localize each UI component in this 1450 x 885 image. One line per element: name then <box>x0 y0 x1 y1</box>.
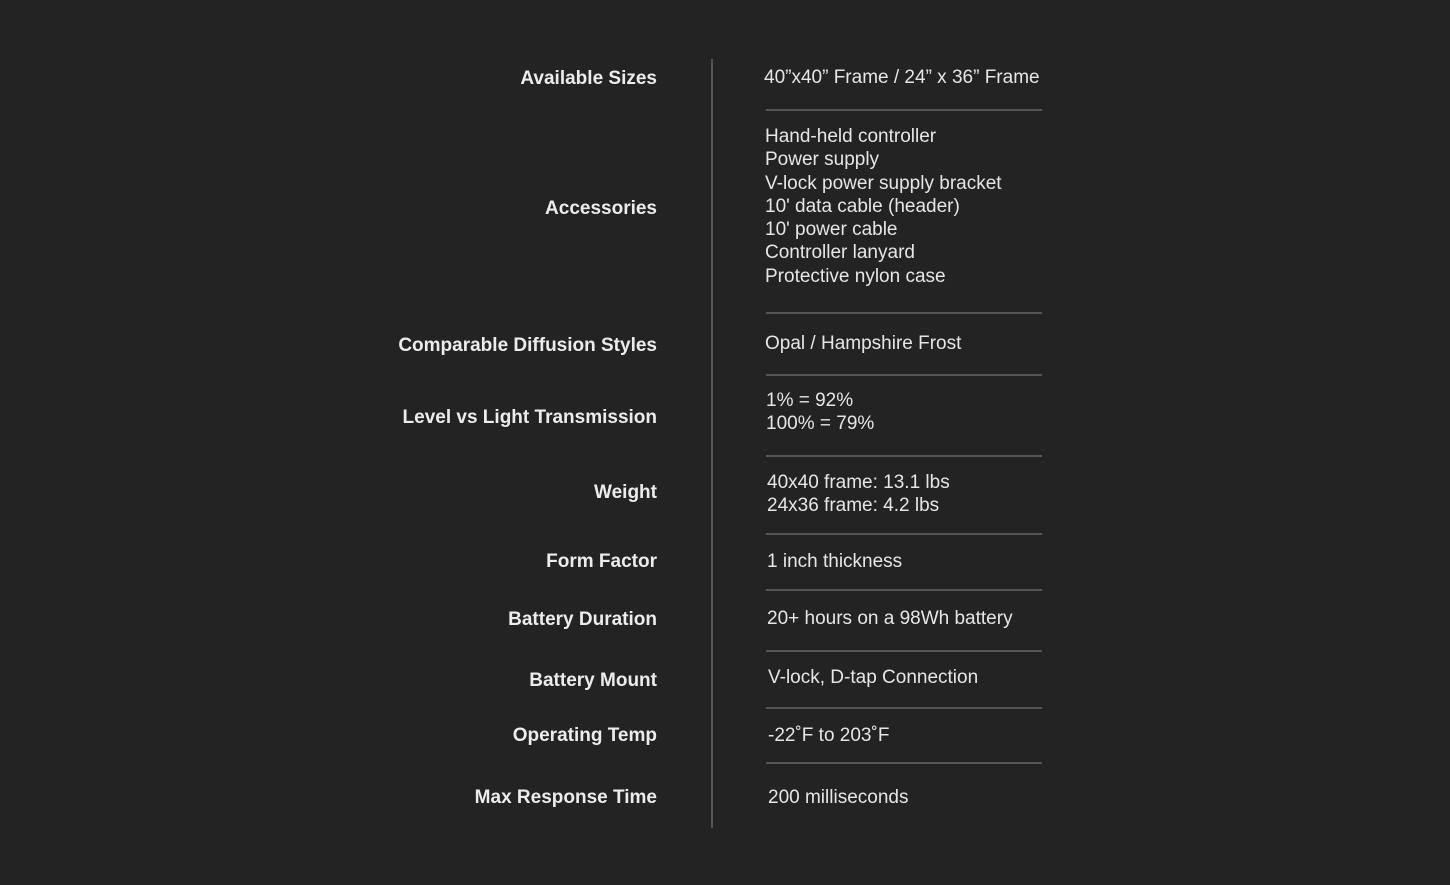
row-divider <box>766 312 1042 314</box>
spec-value-level-vs-light-transmission <box>766 389 874 436</box>
row-divider <box>766 589 1042 591</box>
vertical-divider <box>711 59 713 828</box>
row-divider <box>766 455 1042 457</box>
spec-label-operating-temp: Operating Temp <box>512 725 657 746</box>
spec-value-line: 24x36 frame: 4.2 lbs <box>767 495 940 517</box>
spec-label-form-factor: Form Factor <box>546 551 657 572</box>
row-divider <box>766 650 1042 652</box>
spec-label-battery-mount: Battery Mount <box>529 670 657 691</box>
spec-value-max-response-time <box>768 786 908 809</box>
spec-value-line: 10' power cable <box>765 219 898 241</box>
spec-value-line: Protective nylon case <box>765 265 946 287</box>
spec-value-line: 100% = 79% <box>766 413 875 435</box>
spec-value-line: Controller lanyard <box>765 242 915 264</box>
spec-label-comparable-diffusion-styles: Comparable Diffusion Styles <box>398 335 657 356</box>
row-divider <box>766 374 1042 376</box>
spec-value-line: -22˚F to 203˚F <box>768 725 890 746</box>
spec-value-comparable-diffusion-styles <box>765 332 961 355</box>
spec-value-line: 10' data cable (header) <box>765 195 960 217</box>
row-divider <box>766 533 1042 535</box>
spec-value-line: 40x40 frame: 13.1 lbs <box>767 472 950 493</box>
spec-value-line: 1 inch thickness <box>767 551 903 572</box>
spec-value-line: Power supply <box>765 149 880 171</box>
spec-value-line: Hand-held controller <box>765 126 937 147</box>
spec-value-weight <box>767 471 950 518</box>
spec-value-form-factor <box>767 550 902 573</box>
spec-value-battery-mount <box>768 666 978 689</box>
spec-value-operating-temp <box>768 724 889 747</box>
spec-label-level-vs-light-transmission: Level vs Light Transmission <box>402 407 657 428</box>
row-divider <box>766 707 1042 709</box>
spec-value-line: V-lock, D-tap Connection <box>768 667 979 688</box>
spec-value-line: Opal / Hampshire Frost <box>765 333 962 354</box>
row-divider <box>766 762 1042 764</box>
spec-value-line: 20+ hours on a 98Wh battery <box>767 608 1013 629</box>
spec-label-battery-duration: Battery Duration <box>508 609 657 630</box>
spec-value-battery-duration <box>767 607 1013 630</box>
spec-value-line: 40”x40” Frame / 24” x 36” Frame <box>764 67 1040 88</box>
spec-value-available-sizes <box>764 66 1040 89</box>
spec-value-line: 1% = 92% <box>766 390 854 411</box>
spec-label-accessories: Accessories <box>545 198 657 219</box>
spec-value-line: V-lock power supply bracket <box>765 172 1002 194</box>
spec-label-available-sizes: Available Sizes <box>520 68 657 89</box>
row-divider <box>766 109 1042 111</box>
spec-label-max-response-time: Max Response Time <box>474 787 657 808</box>
spec-value-accessories <box>765 125 1002 288</box>
spec-label-weight: Weight <box>594 482 657 503</box>
spec-value-line: 200 milliseconds <box>768 787 909 808</box>
